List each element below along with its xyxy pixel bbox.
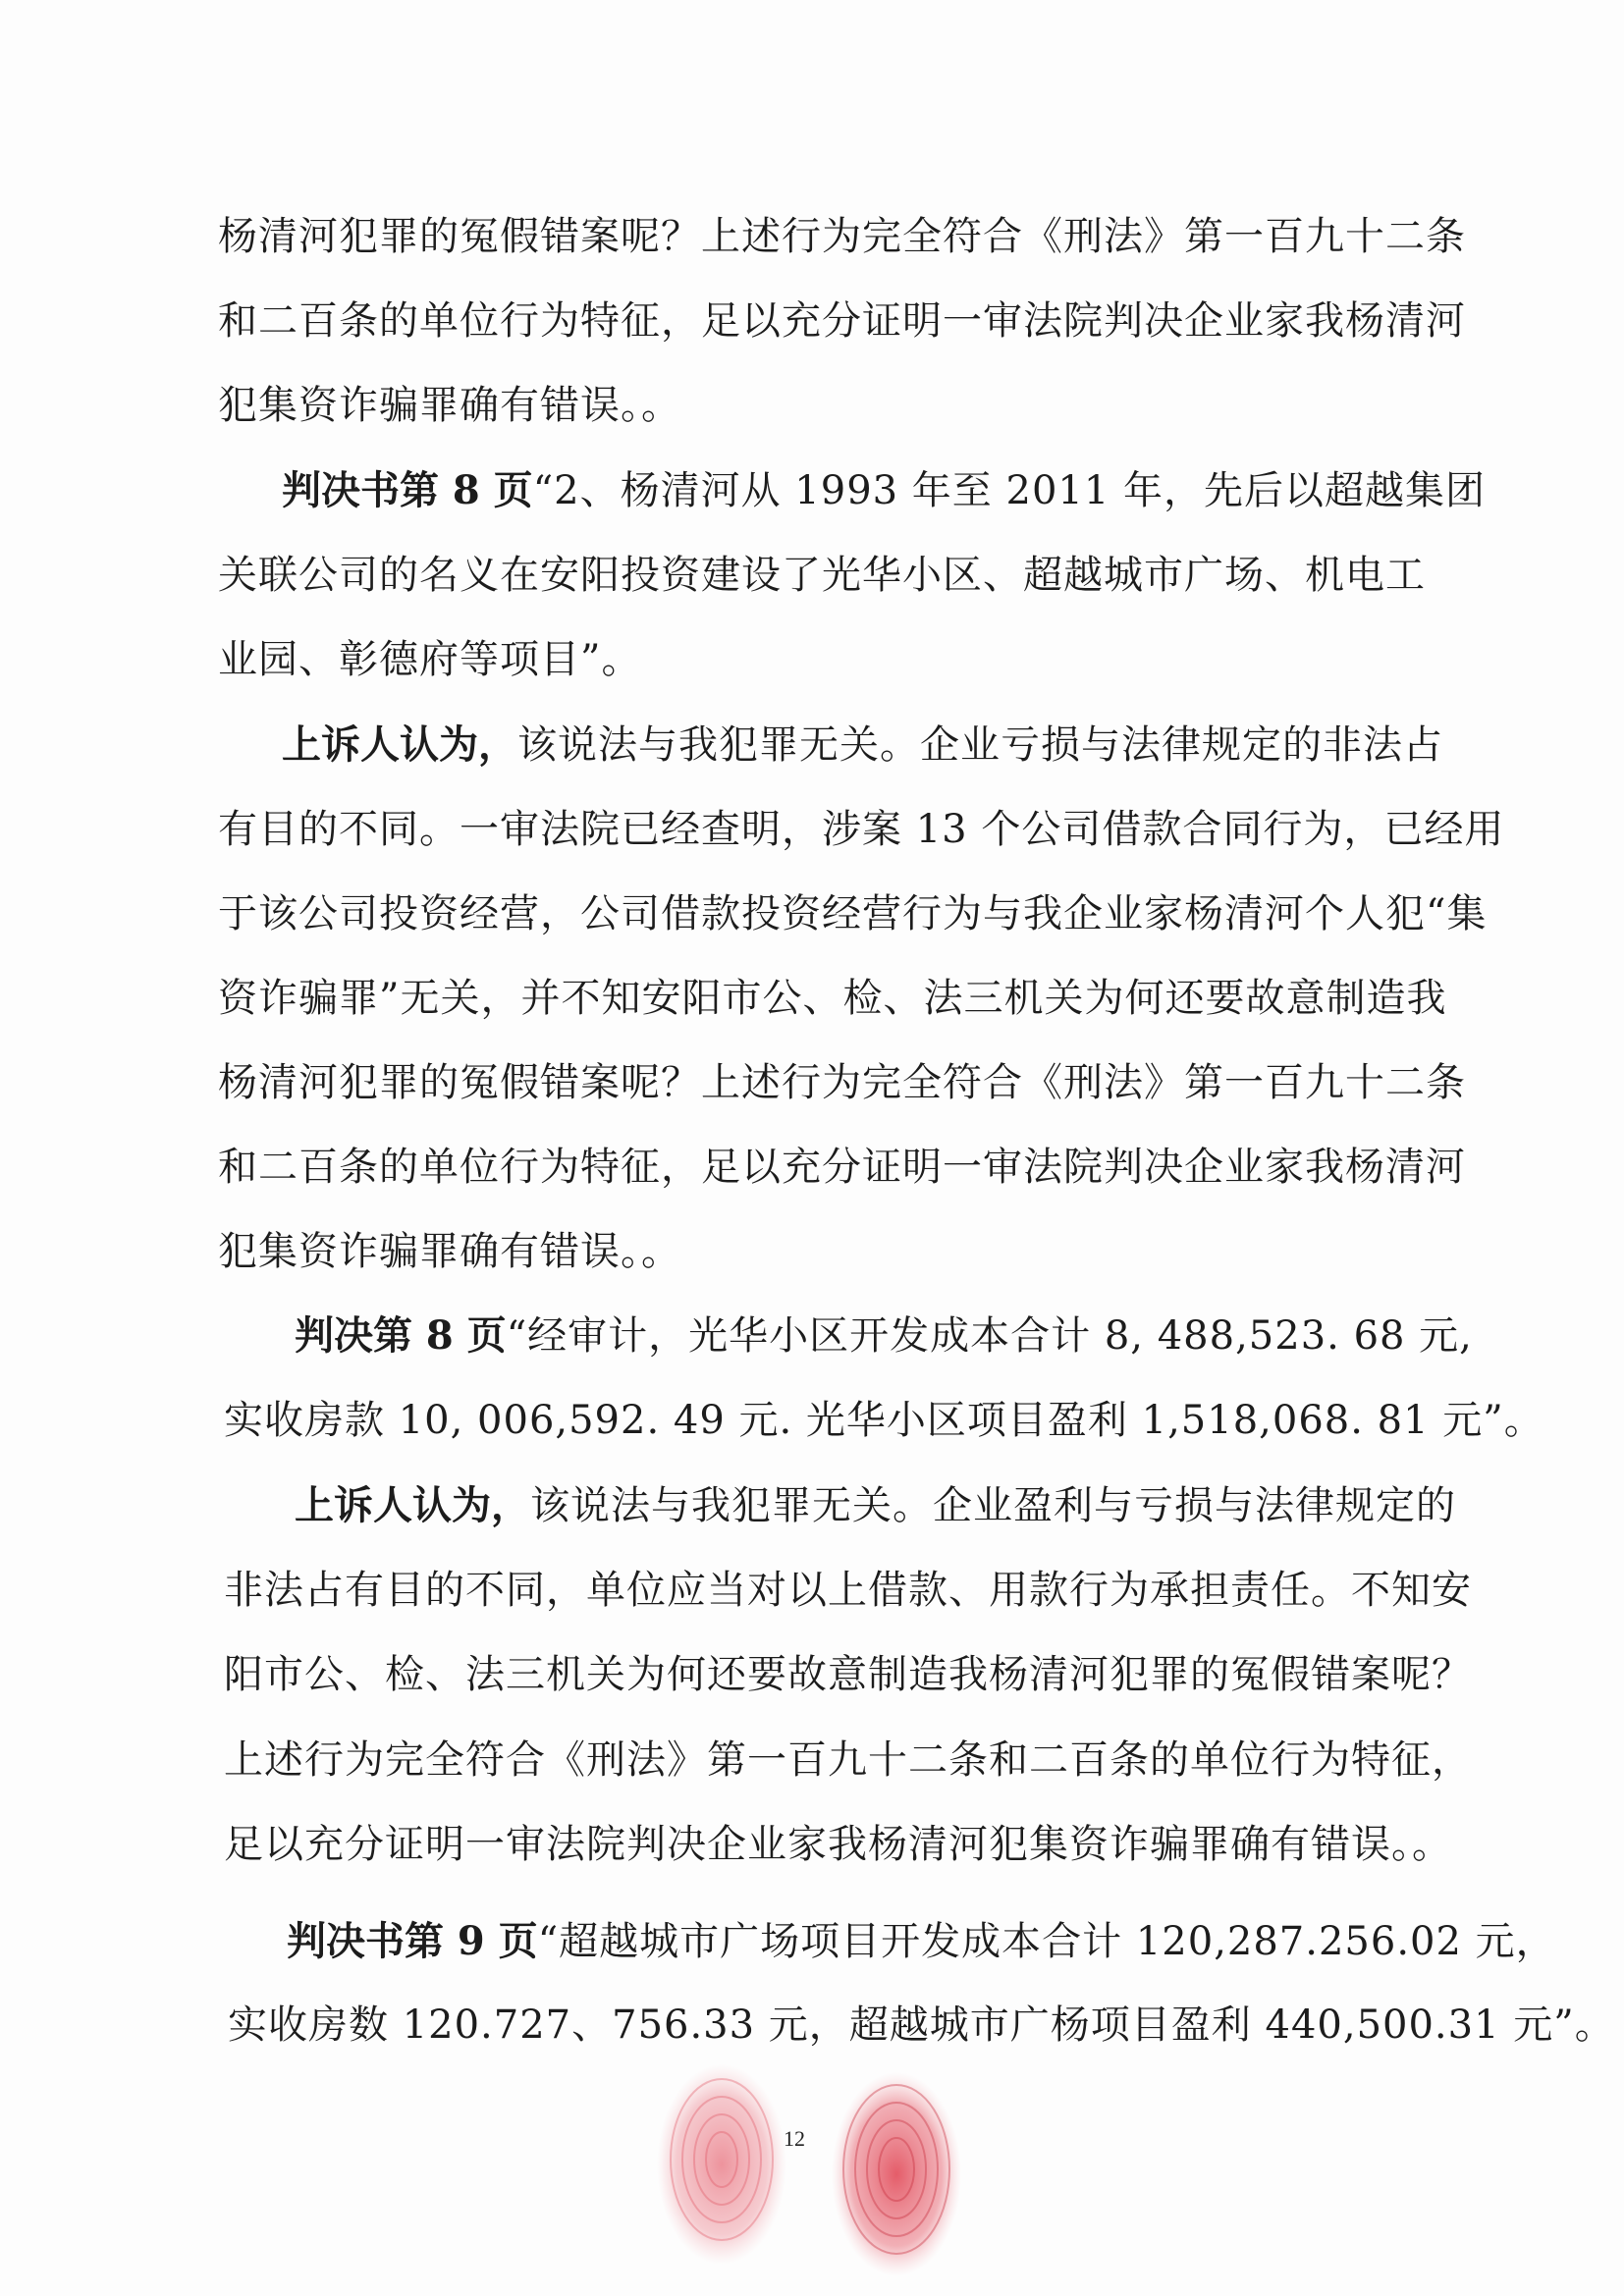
line-text: 杨清河犯罪的冤假错案呢？上述行为完全符合《刑法》第一百九十二条 bbox=[218, 1060, 1466, 1105]
thumbprint-left bbox=[648, 2056, 795, 2272]
line-text: 上述行为完全符合《刑法》第一百九十二条和二百条的单位行为特征， bbox=[224, 1737, 1472, 1783]
line-text: 阳市公、检、法三机关为何还要故意制造我杨清河犯罪的冤假错案呢？ bbox=[224, 1652, 1472, 1697]
bold-lead: 上诉人认为， bbox=[295, 1482, 530, 1528]
text-line bbox=[218, 802, 1504, 857]
line-text: 和二百条的单位行为特征，足以充分证明一审法院判决企业家我杨清河 bbox=[218, 298, 1466, 344]
text-line bbox=[218, 971, 1446, 1026]
bold-lead: 判决书第 8 页 bbox=[282, 467, 533, 513]
text-line bbox=[224, 1647, 1472, 1702]
text-line bbox=[282, 718, 1443, 773]
text-line bbox=[218, 294, 1466, 348]
bold-lead: 判决书第 9 页 bbox=[287, 1918, 538, 1964]
text-line bbox=[218, 378, 681, 433]
bold-lead: 判决第 8 页 bbox=[295, 1312, 507, 1359]
line-text: 业园、彰德府等项目”。 bbox=[218, 637, 642, 682]
line-text: 实收房数 120.727、756.33 元，超越城市广杨项目盈利 440,500.31 元”。 bbox=[228, 2002, 1615, 2048]
bold-lead: 上诉人认为， bbox=[282, 721, 517, 768]
line-text: 非法占有目的不同，单位应当对以上借款、用款行为承担责任。不知安 bbox=[224, 1568, 1472, 1613]
line-text: 犯集资诈骗罪确有错误。。 bbox=[218, 1229, 681, 1274]
line-text: “经审计，光华小区开发成本合计 8, 488,523. 68 元, bbox=[506, 1313, 1473, 1359]
text-line bbox=[295, 1478, 1456, 1533]
line-text: 关联公司的名义在安阳投资建设了光华小区、超越城市广场、机电工 bbox=[218, 553, 1426, 598]
line-text: 该说法与我犯罪无关。企业亏损与法律规定的非法占 bbox=[517, 722, 1443, 768]
line-text: 该说法与我犯罪无关。企业盈利与亏损与法律规定的 bbox=[530, 1483, 1456, 1528]
text-line bbox=[224, 1393, 1544, 1448]
text-line bbox=[224, 1563, 1472, 1618]
line-text: 犯集资诈骗罪确有错误。。 bbox=[218, 383, 681, 428]
text-line bbox=[218, 1055, 1466, 1110]
line-text: 和二百条的单位行为特征，足以充分证明一审法院判决企业家我杨清河 bbox=[218, 1145, 1466, 1190]
text-line bbox=[218, 548, 1426, 603]
text-line bbox=[218, 1140, 1466, 1195]
text-line bbox=[218, 1224, 681, 1279]
text-line bbox=[295, 1308, 1473, 1363]
line-text: “2、杨清河从 1993 年至 2011 年，先后以超越集团 bbox=[532, 468, 1487, 513]
text-line bbox=[282, 463, 1486, 518]
text-line bbox=[287, 1914, 1556, 1969]
line-text: 实收房款 10, 006,592. 49 元. 光华小区项目盈利 1,518,068. 81 元”。 bbox=[224, 1398, 1544, 1443]
thumbprint-right bbox=[823, 2061, 970, 2282]
text-line bbox=[224, 1733, 1472, 1788]
line-text: 杨清河犯罪的冤假错案呢？上述行为完全符合《刑法》第一百九十二条 bbox=[218, 214, 1466, 259]
line-text: 足以充分证明一审法院判决企业家我杨清河犯集资诈骗罪确有错误。。 bbox=[224, 1822, 1452, 1867]
text-line bbox=[218, 209, 1466, 264]
text-line bbox=[224, 1817, 1452, 1872]
text-line bbox=[228, 1998, 1615, 2053]
line-text: 于该公司投资经营，公司借款投资经营行为与我企业家杨清河个人犯“集 bbox=[218, 891, 1488, 936]
text-line bbox=[218, 886, 1487, 941]
page-number: 12 bbox=[784, 2126, 805, 2151]
line-text: “超越城市广场项目开发成本合计 120,287.256.02 元， bbox=[537, 1919, 1556, 1964]
line-text: 资诈骗罪”无关，并不知安阳市公、检、法三机关为何还要故意制造我 bbox=[218, 976, 1447, 1021]
text-line bbox=[218, 632, 641, 687]
line-text: 有目的不同。一审法院已经查明，涉案 13 个公司借款合同行为，已经用 bbox=[218, 807, 1505, 852]
